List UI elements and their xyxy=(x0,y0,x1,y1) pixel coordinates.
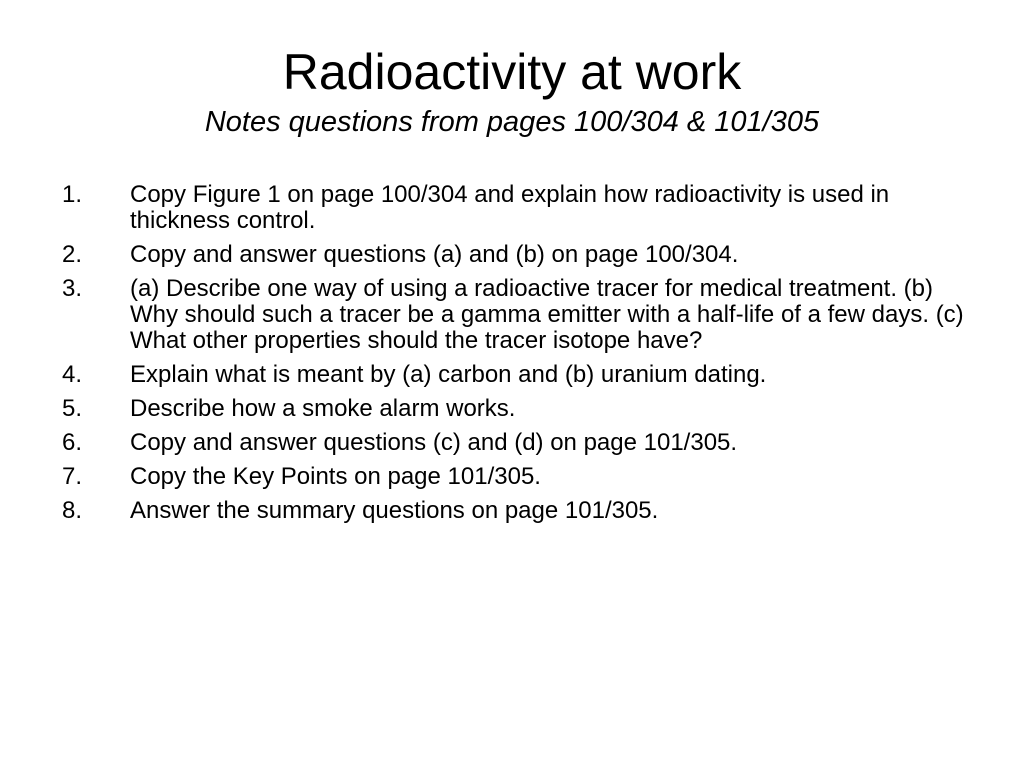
list-item xyxy=(62,182,982,234)
list-item xyxy=(62,396,982,422)
item-number: 5. xyxy=(62,395,83,422)
question-list xyxy=(62,182,982,532)
item-text: Explain what is meant by (a) carbon and (b) uranium dating. xyxy=(130,361,767,388)
list-item xyxy=(62,430,982,456)
item-text: Answer the summary questions on page 101/305. xyxy=(130,497,659,524)
item-text: Copy and answer questions (a) and (b) on page 100/304. xyxy=(130,241,739,268)
list-item xyxy=(62,464,982,490)
list-item xyxy=(62,362,982,388)
item-number: 2. xyxy=(62,241,83,268)
title-block xyxy=(0,40,1024,140)
item-number: 8. xyxy=(62,497,83,524)
item-text: Copy the Key Points on page 101/305. xyxy=(130,463,541,490)
list-item xyxy=(62,242,982,268)
item-number: 4. xyxy=(62,361,83,388)
item-text: Copy and answer questions (c) and (d) on page 101/305. xyxy=(130,429,738,456)
item-number: 3. xyxy=(62,275,83,302)
list-item xyxy=(62,276,982,354)
item-text: Describe how a smoke alarm works. xyxy=(130,395,516,422)
list-item xyxy=(62,498,982,524)
item-number: 6. xyxy=(62,429,83,456)
item-text: (a) Describe one way of using a radioactive tracer for medical treatment. (b) Why should such a tracer be a gamma emitter with a half-life of a few days. (c) What other properties should the tracer isotope have? xyxy=(130,275,964,354)
slide-subtitle: Notes questions from pages 100/304 & 101/305 xyxy=(204,106,820,138)
item-number: 1. xyxy=(62,181,83,208)
item-number: 7. xyxy=(62,463,83,490)
item-text: Copy Figure 1 on page 100/304 and explain how radioactivity is used in thickness control. xyxy=(130,181,890,234)
slide-title: Radioactivity at work xyxy=(282,44,742,100)
